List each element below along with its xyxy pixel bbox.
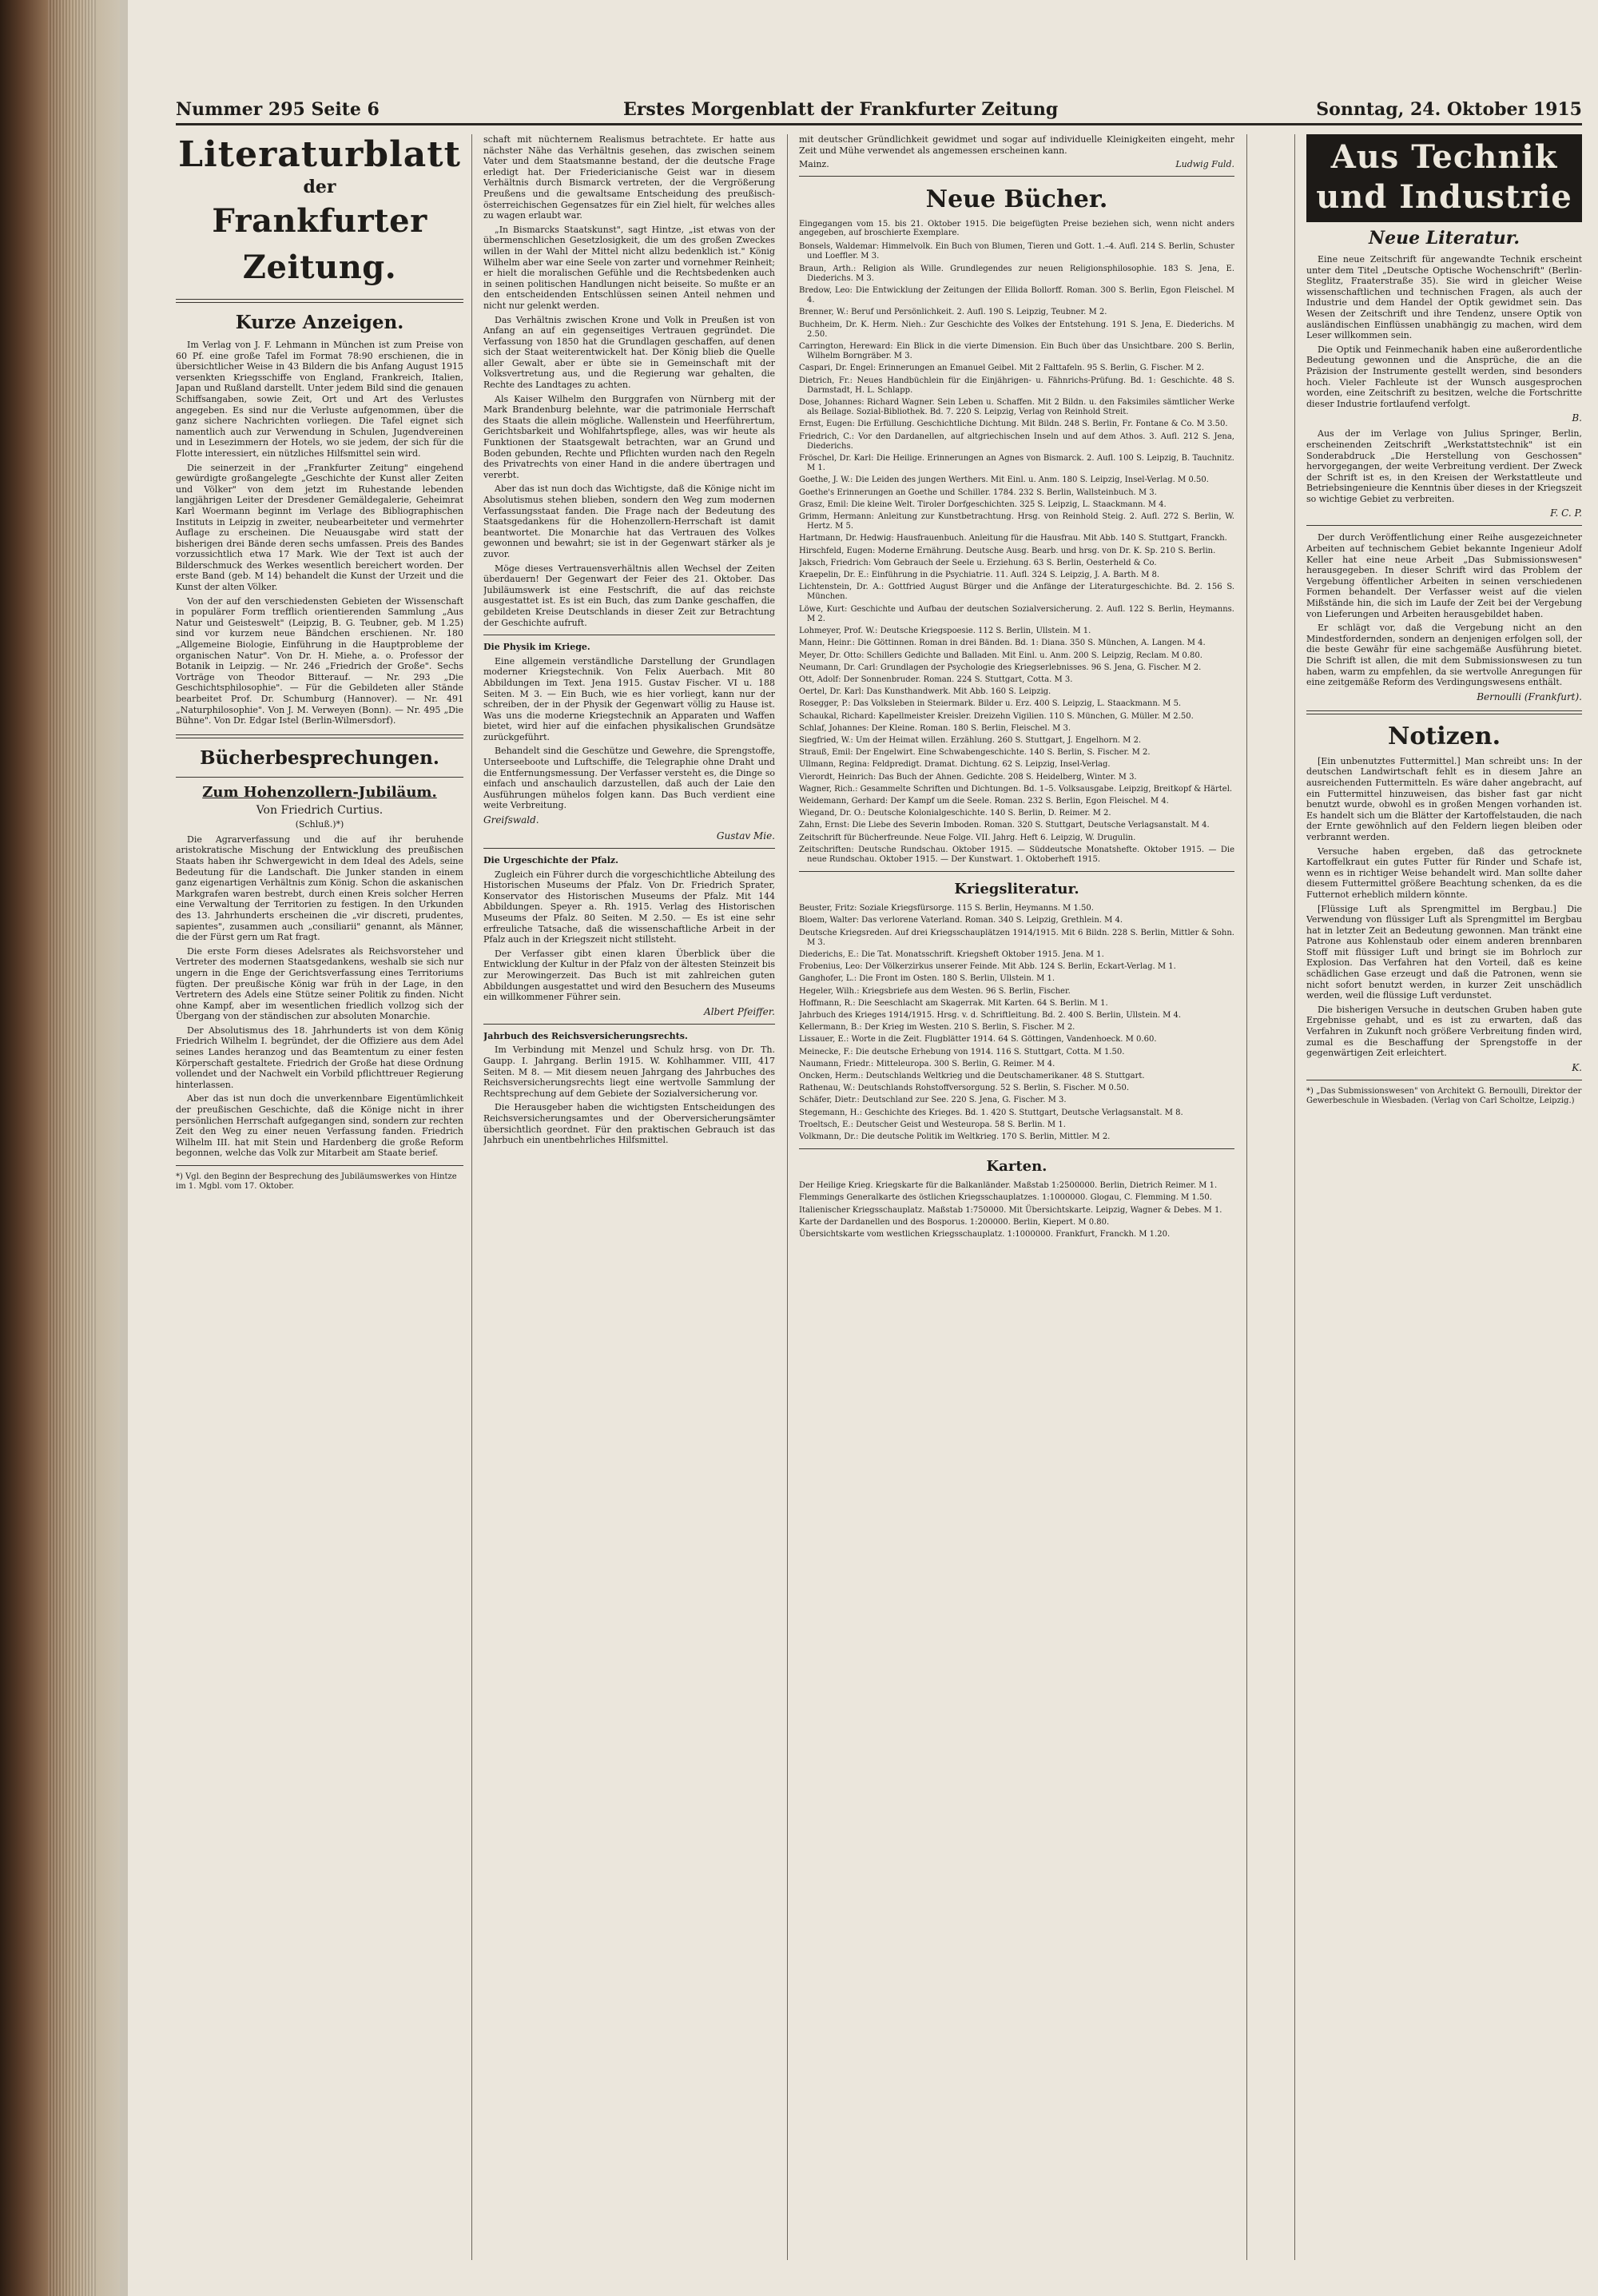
paragraph: „In Bismarcks Staatskunst", sagt Hintze, „ist etwas von der übermenschlichen Gesetzlosigkeit, die um des großen Zweckes willen in der Wahl der Mittel nicht allzu bedenklich ist." König Wilhelm aber war eine Seele von zarter und vornehmer Reinheit; er hielt die moralischen Gefühle und die Rechtsbedenken auch in seinen politischen Handlungen nicht beiseite. So mußte er an den entscheidenden Entschlüssen seinen Anteil nehmen und nicht nur gelenkt werden.	[483, 224, 775, 311]
book-entry: Hartmann, Dr. Hedwig: Hausfrauenbuch. Anleitung für die Hausfrau. Mit Abb. 140 S. Stuttgart, Franckh.	[799, 534, 1227, 543]
book-entry: Fröschel, Dr. Karl: Die Heilige. Erinnerungen an Agnes von Bismarck. 2. Aufl. 100 S. Leipzig, B. Tauchnitz. M 1.	[799, 454, 1234, 473]
footnote: *) „Das Submissionswesen" von Architekt G. Bernoulli, Direktor der Gewerbeschule in Wiesbaden. (Verlag von Carl Scholtze, Leipzig.)	[1306, 1086, 1582, 1106]
divider	[483, 1024, 775, 1025]
footnote: *) Vgl. den Beginn der Besprechung des Jubiläumswerkes von Hintze im 1. Mgbl. vom 17. Oktober.	[176, 1172, 457, 1192]
book-entry: Jahrbuch des Krieges 1914/1915. Hrsg. v. d. Schriftleitung. Bd. 2. 400 S. Berlin, Ullstein. M 4.	[799, 1010, 1182, 1020]
review-signature: Gustav Mie.	[716, 830, 775, 842]
book-entry: Zahn, Ernst: Die Liebe des Severin Imboden. Roman. 320 S. Stuttgart, Deutsche Verlagsanstalt. M 4.	[799, 821, 1210, 830]
column-rule	[1246, 134, 1247, 2260]
book-entry: Wiegand, Dr. O.: Deutsche Kolonialgeschichte. 140 S. Berlin, D. Reimer. M 2.	[799, 809, 1111, 818]
book-entry: Mann, Heinr.: Die Göttinnen. Roman in drei Bänden. Bd. 1: Diana. 350 S. München, A. Langen. M 4.	[799, 639, 1206, 648]
newspaper-page	[128, 0, 1598, 2296]
newspaper-name: Erstes Morgenblatt der Frankfurter Zeitung	[623, 99, 1059, 120]
book-entry: Ganghofer, L.: Die Front im Osten. 180 S. Berlin, Ullstein. M 1.	[799, 974, 1055, 984]
book-entry: Kraepelin, Dr. E.: Einführung in die Psychiatrie. 11. Aufl. 324 S. Leipzig, J. A. Barth. M 8.	[799, 571, 1160, 580]
section-heading-kriegsliteratur: Kriegsliteratur.	[954, 881, 1079, 898]
book-entry: Lichtenstein, Dr. A.: Gottfried August Bürger und die Anfänge der Literaturgeschichte. Bd. 2. 156 S. München.	[799, 583, 1234, 602]
supplement-title-paper: Frankfurter Zeitung.	[212, 202, 427, 286]
book-entry: Caspari, Dr. Engel: Erinnerungen an Emanuel Geibel. Mit 2 Falttafeln. 95 S. Berlin, G. Fischer. M 2.	[799, 364, 1204, 373]
section-heading-notizen: Notizen.	[1387, 722, 1501, 750]
paragraph: Eine allgemein verständliche Darstellung der Grundlagen moderner Kriegstechnik. Von Felix Auerbach. Mit 80 Abbildungen im Text. Jena 1915. Gustav Fischer. VI u. 188 Seiten. M 3. — Ein Buch, wie es hier vorliegt, kann nur der schreiben, der in der Physik der Gegenwart völlig zu Hause ist. Was uns die moderne Kriegstechnik an Apparaten und Waffen bietet, wird hier auf die einfachen physikalischen Grundsätze zurückgeführt.	[483, 655, 775, 742]
book-entry: Bredow, Leo: Die Entwicklung der Zeitungen der Ellida Bollorff. Roman. 300 S. Berlin, Egon Fleischel. M 4.	[799, 286, 1234, 305]
book-entry: Brenner, W.: Beruf und Persönlichkeit. 2. Aufl. 190 S. Leipzig, Teubner. M 2.	[799, 308, 1107, 317]
divider	[176, 299, 463, 303]
paragraph: Der Absolutismus des 18. Jahrhunderts ist von dem König Friedrich Wilhelm I. begründet, der die Offiziere aus dem Adel seines Landes heranzog und das Beamtentum zu einer festen Körperschaft gestaltete. Friedrich der Große hat diese Ordnung vollendet und der Nachwelt ein Vorbild pflichttreuer Regierung hinterlassen.	[176, 1025, 463, 1090]
map-entry: Der Heilige Krieg. Kriegskarte für die Balkanländer. Maßstab 1:2500000. Berlin, Dietrich Reimer. M 1.	[799, 1181, 1218, 1191]
book-entry: Siegfried, W.: Um der Heimat willen. Erzählung. 260 S. Stuttgart, J. Engelhorn. M 2.	[799, 735, 1142, 745]
divider	[799, 176, 1234, 177]
paragraph: Als Kaiser Wilhelm den Burggrafen von Nürnberg mit der Mark Brandenburg belehnte, war die patrimoniale Herrschaft des Staats die allein mögliche. Wallenstein und Heerführertum, Gerichtsbarkeit und Wohlfahrtspflege, alles, was wir heute als Funktionen der Staatsgewalt betrachten, war an Grund und Boden gebunden, Rechte und Pflichten wurden nach den Regeln des Privatrechts von einer Hand in die andere übertragen und vererbt.	[483, 393, 775, 480]
review-signature: B.	[1572, 412, 1582, 424]
paragraph: Eine neue Zeitschrift für angewandte Technik erscheint unter dem Titel „Deutsche Optische Wochenschrift" (Berlin-Steglitz, Fraaterstraße 35). Sie wird in gleicher Weise wissenschaftlichen und technischen Fragen, als auch der Industrie und dem Handel der Optik gewidmet sein. Das Wesen der Zeitschrift und ihre Tendenz, unsere Optik von ausländischen Einflüssen unabhängig zu machen, wird dem Leser willkommen sein.	[1306, 254, 1582, 341]
review-signature: Ludwig Fuld.	[1175, 159, 1234, 170]
paragraph: Zugleich ein Führer durch die vorgeschichtliche Abteilung des Historischen Museums der Pfalz. Von Dr. Friedrich Sprater, Konservator des Historischen Museums der Pfalz. Mit 144 Abbildungen. Speyer a. Rh. 1915. Verlag des Historischen Museums der Pfalz. 80 Seiten. M 2.50. — Es ist eine sehr erfreuliche Tatsache, daß die wissenschaftliche Arbeit in der Pfalz auch in der Kriegszeit nicht stillsteht.	[483, 869, 775, 945]
article-note: (Schluß.)*)	[295, 818, 344, 830]
map-list	[799, 1181, 1234, 1240]
paragraph: Die seinerzeit in der „Frankfurter Zeitung" eingehend gewürdigte großangelegte „Geschichte der Kunst aller Zeiten und Völker" von dem jetzt im Ruhestande lebenden langjährigen Leiter der Dresdener Gemäldegalerie, Geheimrat Karl Woermann beginnt im Verlage des Bibliographischen Instituts in Leipzig in zweiter, neubearbeiteter und vermehrter Auflage zu erscheinen. Die Neuausgabe wird statt der bisherigen drei Bände deren sechs umfassen. Preis des Bandes vorzussichtlich etwa 17 Mark. Wie der Text ist auch der Bilderschmuck des Werkes wesentlich bereichert worden. Der erste Band (geb. M 14) behandelt die Kunst der Urzeit und die Kunst der alten Völker.	[176, 462, 463, 593]
book-entry: Meyer, Dr. Otto: Schillers Gedichte und Balladen. Mit Einl. u. Anm. 200 S. Leipzig, Reclam. M 0.80.	[799, 651, 1202, 660]
book-entry: Naumann, Friedr.: Mitteleuropa. 300 S. Berlin, G. Reimer. M 4.	[799, 1059, 1055, 1068]
header-rule	[176, 123, 1582, 125]
review-title: Die Urgeschichte der Pfalz.	[483, 855, 618, 866]
book-entry: Hegeler, Wilh.: Kriegsbriefe aus dem Westen. 96 S. Berlin, Fischer.	[799, 986, 1071, 996]
map-entry: Karte der Dardanellen und des Bosporus. 1:200000. Berlin, Kiepert. M 0.80.	[799, 1217, 1110, 1227]
review-signature: Bernoulli (Frankfurt).	[1477, 690, 1582, 702]
paragraph: Aber das ist nun doch die unverkennbare Eigentümlichkeit der preußischen Geschichte, daß die Könige nicht in ihrer persönlichen Herrschaft aufgegangen sind, sondern zur rechten Zeit den Weg zu einer neuen Verfassung fanden. Friedrich Wilhelm III. hat mit Stein und Hardenberg die große Reform begonnen, welche das Volk zur Mitarbeit am Staate berief.	[176, 1093, 463, 1159]
paragraph: Aber das ist nun doch das Wichtigste, daß die Könige nicht im Absolutismus stehen blieben, sondern den Weg zum modernen Verfassungsstaat fanden. Die Frage nach der Bedeutung des Staatsgedankens für die Hohenzollern-Herrschaft ist damit beantwortet. Die Monarchie hat das Vertrauen des Volkes gewonnen und bewahrt; sie ist in der Gegenwart stärker als je zuvor.	[483, 483, 775, 559]
issue-date: Sonntag, 24. Oktober 1915	[1316, 99, 1582, 120]
book-entry: Ott, Adolf: Der Sonnenbruder. Roman. 224 S. Stuttgart, Cotta. M 3.	[799, 674, 1073, 684]
book-entry: Volkmann, Dr.: Die deutsche Politik im Weltkrieg. 170 S. Berlin, Mittler. M 2.	[799, 1132, 1111, 1142]
book-list	[799, 904, 1234, 1142]
divider	[1306, 525, 1582, 526]
section-banner-technik: Aus Technik und Industrie	[1306, 134, 1582, 222]
paragraph: Die bisherigen Versuche in deutschen Gruben haben gute Ergebnisse gehabt, und es ist zu erwarten, daß das Verfahren in Zukunft noch größere Verbreitung finden wird, zumal es die Beschaffung der Sprengstoffe in der gegenwärtigen Zeit erleichtert.	[1306, 1004, 1582, 1059]
section-heading-buecherbesprechungen: Bücherbesprechungen.	[200, 746, 439, 769]
paragraph: mit deutscher Gründlichkeit gewidmet und sogar auf individuelle Kleinigkeiten eingeht, mehr Zeit und Mühe verwendet als angemessen erscheinen kann.	[799, 134, 1234, 156]
book-entry: Rathenau, W.: Deutschlands Rohstoffversorgung. 52 S. Berlin, S. Fischer. M 0.50.	[799, 1084, 1129, 1093]
divider	[799, 1148, 1234, 1149]
book-list	[799, 242, 1234, 865]
issue-number: Nummer 295 Seite 6	[176, 99, 380, 120]
book-entry: Zeitschriften: Deutsche Rundschau. Oktober 1915. — Süddeutsche Monatshefte. Oktober 1915. — Die neue Rundschau. Oktober 1915. — Der Kunstwart. 1. Oktoberheft 1915.	[799, 845, 1234, 864]
book-entry: Wagner, Rich.: Gesammelte Schriften und Dichtungen. Bd. 1–5. Volksausgabe. Leipzig, Breitkopf & Härtel.	[799, 784, 1233, 794]
map-entry: Italienischer Kriegsschauplatz. Maßstab 1:750000. Mit Übersichtskarte. Leipzig, Wagner & Debes. M 1.	[799, 1205, 1222, 1215]
book-entry: Stegemann, H.: Geschichte des Krieges. Bd. 1. 420 S. Stuttgart, Deutsche Verlagsanstalt. M 8.	[799, 1108, 1183, 1117]
map-entry: Flemmings Generalkarte des östlichen Kriegsschauplatzes. 1:1000000. Glogau, C. Flemming. M 1.50.	[799, 1193, 1212, 1203]
divider	[176, 777, 463, 778]
divider	[799, 871, 1234, 872]
book-entry: Rosegger, P.: Das Volksleben in Steiermark. Bilder u. Erz. 400 S. Leipzig, L. Staackmann. M 5.	[799, 699, 1182, 709]
review-location: Mainz.	[799, 159, 829, 170]
column-rule	[787, 134, 788, 2260]
paragraph: Behandelt sind die Geschütze und Gewehre, die Sprengstoffe, Unterseeboote und Luftschiffe, die Telegraphie ohne Draht und die Entfernungsmessung. Der Verfasser versteht es, die Dinge so einfach und anschaulich darzustellen, daß auch der Laie den Ausführungen mühelos folgen kann. Das Buch verdient eine weite Verbreitung.	[483, 746, 775, 811]
book-entry: Löwe, Kurt: Geschichte und Aufbau der deutschen Sozialversicherung. 2. Aufl. 122 S. Berlin, Heymanns. M 2.	[799, 604, 1234, 623]
divider	[1306, 710, 1582, 714]
book-entry: Goethe, J. W.: Die Leiden des jungen Werthers. Mit Einl. u. Anm. 180 S. Leipzig, Insel-Verlag. M 0.50.	[799, 476, 1209, 485]
book-entry: Diederichs, E.: Die Tat. Monatsschrift. Kriegsheft Oktober 1915. Jena. M 1.	[799, 949, 1104, 959]
paragraph: Möge dieses Vertrauensverhältnis allen Wechsel der Zeiten überdauern! Der Gegenwart der Feier des 21. Oktober. Das Jubiläumswerk ist eine Festschrift, die auf das reichste ausgestattet ist. Es ist ein Buch, das zum Danke geschaffen, die gebildeten Kreise Deutschlands in dieser Zeit zur Betrachtung der Geschichte aufruft.	[483, 563, 775, 628]
book-entry: Schäfer, Dietr.: Deutschland zur See. 220 S. Jena, G. Fischer. M 3.	[799, 1096, 1067, 1105]
book-binding	[0, 0, 120, 2296]
paragraph: [Flüssige Luft als Sprengmittel im Bergbau.] Die Verwendung von flüssiger Luft als Sprengmittel im Bergbau hat in letzter Zeit an Bedeutung gewonnen. Man tränkt eine Patrone aus Kohlenstaub oder einem anderen brennbaren Stoff mit flüssiger Luft und bringt sie im Bohrloch zur Explosion. Das Verfahren hat den Vorteil, daß es keine schädlichen Gase erzeugt und daß die Patronen, wenn sie nicht sofort benutzt werden, in kurzer Zeit unschädlich werden, weil die flüssige Luft verdunstet.	[1306, 903, 1582, 1001]
section-heading-karten: Karten.	[986, 1158, 1047, 1176]
paragraph: Im Verlag von J. F. Lehmann in München ist zum Preise von 60 Pf. eine große Tafel im Format 78:90 erschienen, die in übersichtlicher Weise in 43 Bildern die bis Anfang August 1915 versenkten Kriegsschiffe von England, Frankreich, Italien, Japan und Rußland darstellt. Unter jedem Bild sind die genauen Schiffsangaben, sowie Zeit, Ort und Art des Verlustes angegeben. Es sind nur die Verluste aufgenommen, über die ganz sichere Nachrichten vorliegen. Die Tafel eignet sich namentlich auch zur Verwendung in Schulen, Jugendvereinen und in Lesezimmern der Hotels, wo sie jedem, der sich für die Flotte interessiert, ein nützliches Hilfsmittel sein wird.	[176, 340, 463, 459]
section-heading-kurze-anzeigen: Kurze Anzeigen.	[235, 312, 404, 333]
book-entry: Hirschfeld, Eugen: Moderne Ernährung. Deutsche Ausg. Bearb. und hrsg. von Dr. K. Sp. 210 S. Berlin.	[799, 546, 1216, 555]
book-entry: Frobenius, Leo: Der Völkerzirkus unserer Feinde. Mit Abb. 124 S. Berlin, Eckart-Verlag. M 1.	[799, 962, 1176, 972]
book-entry: Dietrich, Fr.: Neues Handbüchlein für die Einjährigen- u. Fähnrichs-Prüfung. Bd. 1: Geschichte. 48 S. Darmstadt, H. L. Schlapp.	[799, 376, 1234, 395]
book-entry: Schaukal, Richard: Kapellmeister Kreisler. Dreizehn Vigilien. 110 S. München, G. Müller. M 2.50.	[799, 711, 1194, 721]
book-entry: Hoffmann, R.: Die Seeschlacht am Skagerrak. Mit Karten. 64 S. Berlin. M 1.	[799, 998, 1108, 1008]
divider	[483, 848, 775, 849]
column-reviews	[483, 134, 775, 2260]
book-entry: Goethe's Erinnerungen an Goethe und Schiller. 1784. 232 S. Berlin, Wallsteinbuch. M 3.	[799, 487, 1157, 497]
column-technik	[1306, 134, 1582, 2260]
book-entry: Jaksch, Friedrich: Vom Gebrauch der Seele u. Erziehung. 63 S. Berlin, Oesterheld & Co.	[799, 558, 1157, 567]
section-subheading: Neue Literatur.	[1369, 228, 1520, 249]
book-entry: Vierordt, Heinrich: Das Buch der Ahnen. Gedichte. 208 S. Heidelberg, Winter. M 3.	[799, 772, 1137, 782]
column-rule	[1294, 134, 1295, 2260]
paragraph: Die Herausgeber haben die wichtigsten Entscheidungen des Reichsversicherungsamtes und der Oberversicherungsämter übersichtlich geordnet. Für den praktischen Gebrauch ist das Jahrbuch ein unentbehrliches Hilfsmittel.	[483, 1102, 775, 1146]
book-entry: Bonsels, Waldemar: Himmelvolk. Ein Buch von Blumen, Tieren und Gott. 1.–4. Aufl. 214 S. Berlin, Schuster und Loeffler. M 3.	[799, 242, 1234, 261]
book-entry: Kellermann, B.: Der Krieg im Westen. 210 S. Berlin, S. Fischer. M 2.	[799, 1023, 1075, 1033]
review-title: Jahrbuch des Reichsversicherungsrechts.	[483, 1030, 688, 1041]
paragraph: Die erste Form dieses Adelsrates als Reichsvorsteher und Vertreter des modernen Staatsgedankens, weshalb sie sich nur ungern in die Enge der Gerichtsverfassung eines Territoriums fügten. Der preußische König war früh in der Lage, in den Vertretern des Adels eine Stütze seiner Politik zu finden. Nicht ohne Kampf, aber im wesentlichen friedlich vollzog sich der Übergang von der ständischen zur absoluten Monarchie.	[176, 945, 463, 1022]
book-entry: Buchheim, Dr. K. Herm. Nieh.: Zur Geschichte des Volkes der Entstehung. 191 S. Jena, E. Diederichs. M 2.50.	[799, 320, 1234, 339]
book-entry: Strauß, Emil: Der Engelwirt. Eine Schwabengeschichte. 140 S. Berlin, S. Fischer. M 2.	[799, 748, 1151, 758]
paragraph: [Ein unbenutztes Futtermittel.] Man schreibt uns: In der deutschen Landwirtschaft fehlt es in diesem Jahre an ausreichenden Futtermitteln. Es wäre daher angebracht, auf ein Futtermittel hinzuweisen, das bisher fast gar nicht benutzt wurde, obwohl es in großen Mengen vorhanden ist. Es handelt sich um die Blätter der Kartoffelstauden, die nach der Ernte gewöhnlich auf den Feldern liegen bleiben oder verbrannt werden.	[1306, 755, 1582, 842]
divider	[176, 734, 463, 738]
supplement-title: Literaturblatt	[178, 134, 461, 175]
book-entry: Braun, Arth.: Religion als Wille. Grundlegendes zur neuen Religionsphilosophie. 183 S. Jena, E. Diederichs. M 3.	[799, 264, 1234, 283]
book-entry: Neumann, Dr. Carl: Grundlagen der Psychologie des Kriegserlebnisses. 96 S. Jena, G. Fischer. M 2.	[799, 663, 1202, 672]
book-entry: Bloem, Walter: Das verlorene Vaterland. Roman. 340 S. Leipzig, Grethlein. M 4.	[799, 916, 1123, 925]
article-byline: Von Friedrich Curtius.	[256, 803, 384, 817]
book-entry: Lissauer, E.: Worte in die Zeit. Flugblätter 1914. 64 S. Göttingen, Vandenhoeck. M 0.60.	[799, 1035, 1157, 1045]
book-entry: Dose, Johannes: Richard Wagner. Sein Leben u. Schaffen. Mit 2 Bildn. u. den Faksimiles sämtlicher Werke als Beilage. Sozial-Bibliothek. Bd. 7. 220 S. Leipzig, Verlag von Reinhold Streit.	[799, 398, 1234, 417]
supplement-title-der: der	[303, 177, 336, 197]
article-heading-jubilaeum: Zum Hohenzollern-Jubiläum.	[202, 783, 437, 801]
book-entry: Weidemann, Gerhard: Der Kampf um die Seele. Roman. 232 S. Berlin, Egon Fleischel. M 4.	[799, 796, 1169, 806]
paragraph: Im Verbindung mit Menzel und Schulz hrsg. von Dr. Th. Gaupp. I. Jahrgang. Berlin 1915. W. Kohlhammer. VIII, 417 Seiten. M 8. — Mit diesem neuen Jahrgang des Jahrbuches des Reichsversicherungsrechts liegt eine wertvolle Sammlung der Rechtsprechung auf dem Gebiete der Sozialversicherung vor.	[483, 1045, 775, 1099]
book-entry: Zeitschrift für Bücherfreunde. Neue Folge. VII. Jahrg. Heft 6. Leipzig, W. Drugulin.	[799, 833, 1136, 842]
book-entry: Schlaf, Johannes: Der Kleine. Roman. 180 S. Berlin, Fleischel. M 3.	[799, 723, 1071, 733]
paragraph: Er schlägt vor, daß die Vergebung nicht an den Mindestfordernden, sondern an denjenigen erfolgen soll, der die beste Gewähr für eine sachgemäße Ausführung bietet. Die Schrift ist allen, die mit dem Submissionswesen zu tun haben, warm zu empfehlen, da sie wertvolle Anregungen für eine zeitgemäße Reform des Verdingungswesens enthält.	[1306, 623, 1582, 688]
book-entry: Meinecke, F.: Die deutsche Erhebung von 1914. 116 S. Stuttgart, Cotta. M 1.50.	[799, 1047, 1125, 1056]
review-footer	[799, 159, 1234, 169]
review-location: Greifswald.	[483, 814, 539, 826]
review-reichsversicherung	[483, 1031, 775, 1042]
review-signature: Albert Pfeiffer.	[704, 1005, 775, 1017]
review-signature: K.	[1572, 1061, 1582, 1073]
book-entry: Carrington, Hereward: Ein Blick in die vierte Dimension. Ein Buch über das Unsichtbare. 200 S. Berlin, Wilhelm Borngräber. M 3.	[799, 342, 1234, 361]
book-entry: Grasz, Emil: Die kleine Welt. Tiroler Dorfgeschichten. 325 S. Leipzig, L. Staackmann. M 4.	[799, 499, 1167, 509]
paragraph: Die Agrarverfassung und die auf ihr beruhende aristokratische Mischung der Entwicklung des preußischen Staats haben ihr Schwergewicht in dem Ideal des Adels, seine Bedeutung für die Landschaft. Die Junker standen in einem ganz eigenartigen Verhältnis zum König. Schon die askanischen Markgrafen waren bestrebt, durch einen Kreis solcher Herren eine Verwaltung der Territorien zu festigen. In den Urkunden des 13. Jahrhunderts erscheinen die „vir discreti, prudentes, sapientes", zusammen auch „consiliarii" genannt, als Männer, die der Fürst gern um Rat fragt.	[176, 834, 463, 943]
review-signature: F. C. P.	[1550, 507, 1582, 519]
column-rule	[471, 134, 472, 2260]
book-entry: Grimm, Hermann: Anleitung zur Kunstbetrachtung. Hrsg. von Reinhold Steig. 2. Aufl. 272 S. Berlin, W. Hertz. M 5.	[799, 512, 1234, 531]
section-note: Eingegangen vom 15. bis 21. Oktober 1915. Die beigefügten Preise beziehen sich, wenn nicht anders angegeben, auf broschierte Exemplare.	[799, 220, 1234, 238]
book-entry: Ernst, Eugen: Die Erfüllung. Geschichtliche Dichtung. Mit Bildn. 248 S. Berlin, Fr. Fontane & Co. M 3.50.	[799, 420, 1228, 429]
book-entry: Lohmeyer, Prof. W.: Deutsche Kriegspoesie. 112 S. Berlin, Ullstein. M 1.	[799, 627, 1091, 636]
review-pfalz	[483, 855, 775, 866]
paragraph: Die Optik und Feinmechanik haben eine außerordentliche Bedeutung gewonnen und die Ansprüche, die an die Präzision der Instrumente gestellt werden, sind besonders hoch. Vieler Fachleute ist der Wunsch ausgesprochen worden, eine Zeitschrift zu besitzen, welche die Fortschritte dieser Industrie fortlaufend verfolgt.	[1306, 344, 1582, 409]
section-heading-neue-buecher: Neue Bücher.	[925, 185, 1108, 214]
book-entry: Friedrich, C.: Vor den Dardanellen, auf altgriechischen Inseln und auf dem Athos. 3. Aufl. 212 S. Jena, Diederichs.	[799, 432, 1234, 451]
paragraph: Das Verhältnis zwischen Krone und Volk in Preußen ist von Anfang an auf ein gegenseitiges Vertrauen gegründet. Die Verfassung von 1850 hat die Grundlagen geschaffen, auf denen sich der Staat weiterentwickelt hat. Der König blieb die Quelle aller Gewalt, aber er übte sie in Gemeinschaft mit der Volksvertretung aus, und die Regierung war gehalten, die Rechte des Landtages zu achten.	[483, 314, 775, 391]
book-entry: Deutsche Kriegsreden. Auf drei Kriegsschauplätzen 1914/1915. Mit 6 Bildn. 228 S. Berlin, Mittler & Sohn. M 3.	[799, 928, 1234, 947]
review-physik	[483, 642, 775, 653]
book-entry: Oncken, Herm.: Deutschlands Weltkrieg und die Deutschamerikaner. 48 S. Stuttgart.	[799, 1072, 1145, 1080]
map-entry: Übersichtskarte vom westlichen Kriegsschauplatz. 1:1000000. Frankfurt, Franckh. M 1.20.	[799, 1230, 1171, 1240]
page-header	[176, 94, 1582, 126]
paragraph: Versuche haben ergeben, daß das getrocknete Kartoffelkraut ein gutes Futter für Rinder und Schafe ist, wenn es in richtiger Weise behandelt wird. Man sollte daher diesem Futtermittel größere Beachtung schenken, da es die Futternot erheblich mildern könnte.	[1306, 846, 1582, 900]
review-title: Die Physik im Kriege.	[483, 642, 590, 653]
paragraph: Aus der im Verlage von Julius Springer, Berlin, erscheinenden Zeitschrift „Werkstattstechnik" ist ein Sonderabdruck „Die Herstellung von Geschossen" hervorgegangen, der weite Verbreitung verdient. Der Zweck der Schrift ist es, in den Kreisen der Werkstattleute und Betriebsingenieure die Kenntnis über dieses in der Kriegszeit so wichtige Gebiet zu verbreiten.	[1306, 428, 1582, 504]
paragraph: schaft mit nüchternem Realismus betrachtete. Er hatte aus nächster Nähe das Verhältnis gesehen, das zwischen seinem Vater und dem Staatsmanne bestand, der die deutsche Frage erledigt hat. Der Friedericianische Geist war in diesem Verhältnis durch Bismarck vertreten, der die Vergrößerung Preußens und die gewaltsame Entscheidung des preußisch-österreichischen Gegensatzes für ein Ziel hielt, für welches alles zu wagen erlaubt war.	[483, 134, 775, 221]
book-entry: Beuster, Fritz: Soziale Kriegsfürsorge. 115 S. Berlin, Heymanns. M 1.50.	[799, 904, 1094, 913]
book-entry: Ullmann, Regina: Feldpredigt. Dramat. Dichtung. 62 S. Leipzig, Insel-Verlag.	[799, 760, 1111, 770]
paragraph: Der durch Veröffentlichung einer Reihe ausgezeichneter Arbeiten auf technischem Gebiet bekannte Ingenieur Adolf Keller hat eine neue Arbeit „Das Submissionswesen" herausgegeben. In dieser Schrift wird das Problem der Vergebung öffentlicher Arbeiten in seinen verschiedenen Formen behandelt. Der Verfasser weist auf die vielen Mißstände hin, die sich im Laufe der Zeit bei der Vergebung von Lieferungen und Arbeiten herausgebildet haben.	[1306, 532, 1582, 619]
book-entry: Oertel, Dr. Karl: Das Kunsthandwerk. Mit Abb. 160 S. Leipzig.	[799, 687, 1051, 697]
paragraph: Von der auf den verschiedensten Gebieten der Wissenschaft in populärer Form trefflich orientierenden Sammlung „Aus Natur und Geisteswelt" (Leipzig, B. G. Teubner, geb. M 1.25) sind vor kurzem neue Bändchen erschienen. Nr. 180 „Allgemeine Biologie, Einführung in die Hauptprobleme der organischen Natur". Von Dr. H. Miehe, a. o. Professor der Botanik in Leipzig. — Nr. 246 „Friedrich der Große". Sechs Vorträge von Theodor Bitterauf. — Nr. 293 „Die Geschichtsphilosophie". — Für die Gebildeten aller Stände bearbeitet Prof. Dr. Schumburg (Hannover). — Nr. 491 „Naturphilosophie". Von J. M. Verweyen (Bonn). — Nr. 495 „Die Bühne". Von Dr. Edgar Istel (Berlin-Wilmersdorf).	[176, 595, 463, 726]
book-entry: Troeltsch, E.: Deutscher Geist und Westeuropa. 58 S. Berlin. M 1.	[799, 1120, 1066, 1129]
paragraph: Der Verfasser gibt einen klaren Überblick über die Entwicklung der Kultur in der Pfalz von der ältesten Steinzeit bis zur Merowingerzeit. Das Buch ist mit zahlreichen guten Abbildungen ausgestattet und wird den Besuchern des Museums ein willkommener Führer sein.	[483, 948, 775, 1003]
column-literaturblatt	[176, 134, 463, 2260]
divider	[176, 1165, 463, 1166]
column-neue-buecher	[799, 134, 1234, 2260]
